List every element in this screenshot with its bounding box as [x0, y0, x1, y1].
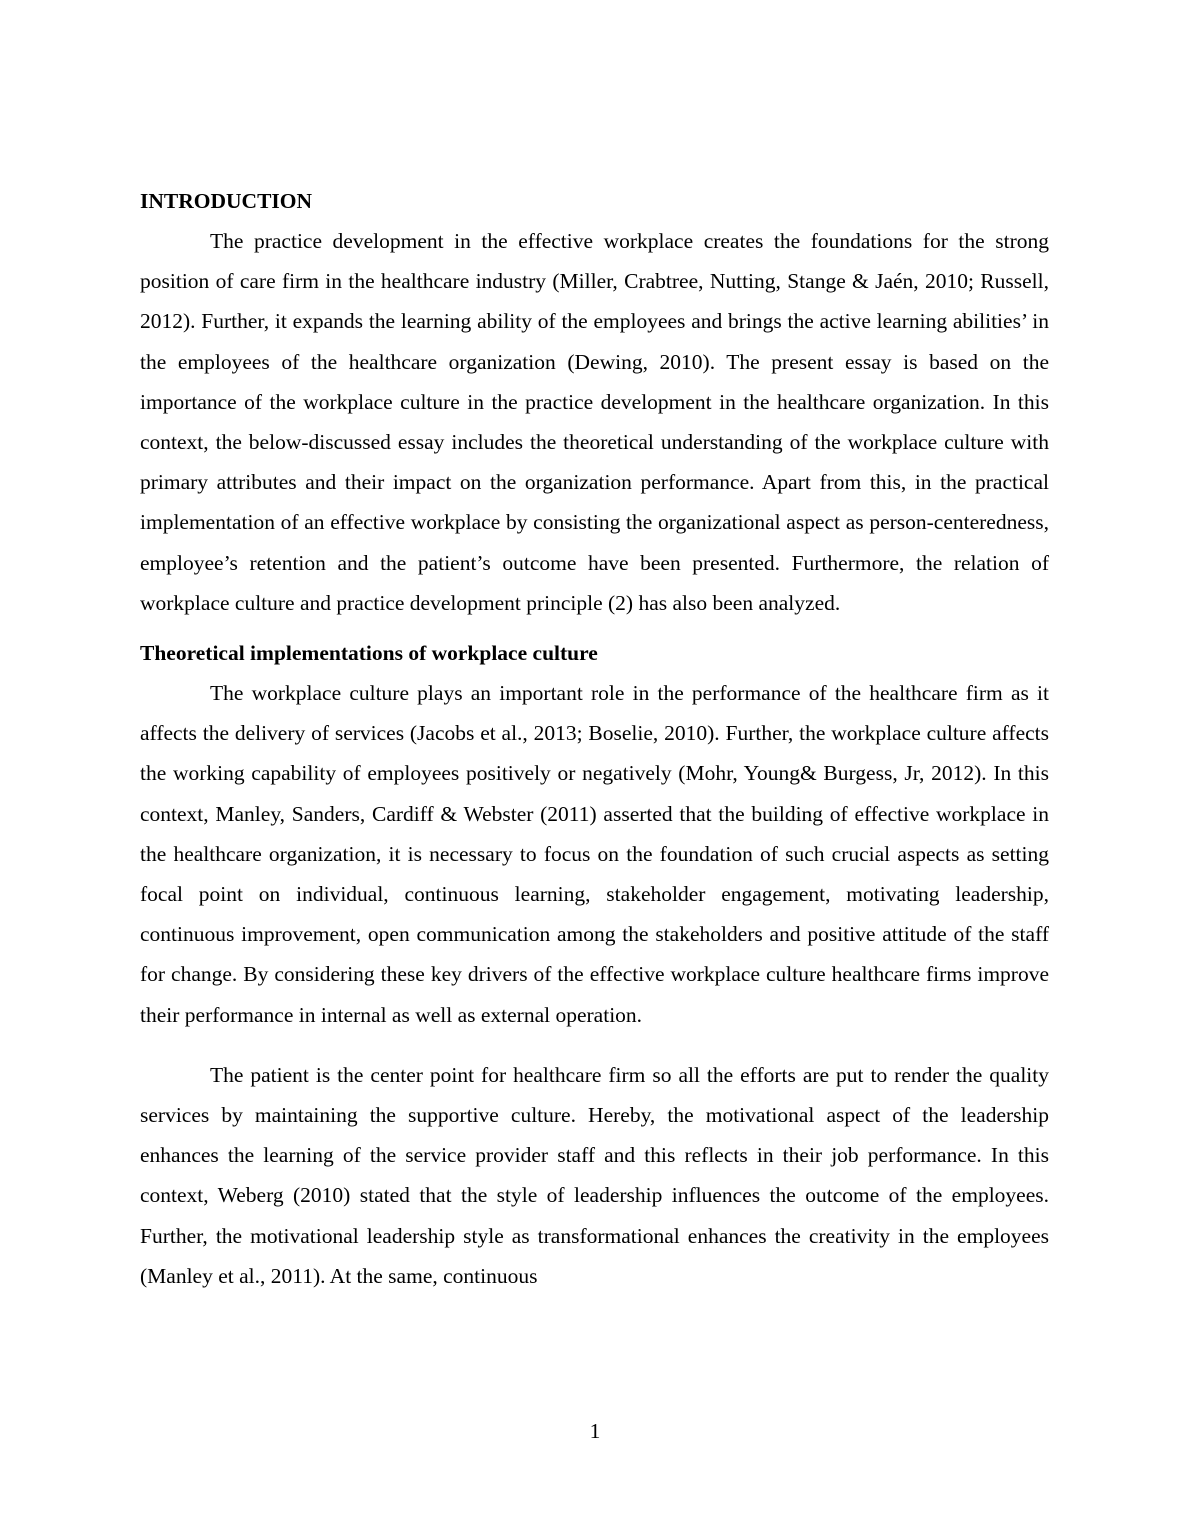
paragraph-patient-center-point: The patient is the center point for healthcare firm so all the efforts are put to render the quality services by maintaining the supportive culture. Hereby, the motivational aspect of the leadership enhances the learning of the service provider staff and this reflects in their job performance. In this context, Weberg (2010) stated that the style of leadership influences the outcome of the employees. Further, the motivational leadership style as transformational enhances the creativity in the employees (Manley et al., 2011). At the same, continuous — [140, 1062, 1049, 1288]
section-heading-introduction: INTRODUCTION — [140, 189, 313, 213]
page-number: 1 — [589, 1419, 601, 1443]
paragraph-workplace-culture-role: The workplace culture plays an important role in the performance of the healthcare firm as it affects the delivery of services (Jacobs et al., 2013; Boselie, 2010). Further, the workplace culture affects the working capability of employees positively or negatively (Mohr, Young& Burgess, Jr, 2012). In this context, Manley, Sanders, Cardiff & Webster (2011) asserted that the building of effective workplace in the healthcare organization, it is necessary to focus on the foundation of such crucial aspects as setting focal point on individual, continuous learning, stakeholder engagement, motivating leadership, continuous improvement, open communication among the stakeholders and positive attitude of the staff for change. By considering these key drivers of the effective workplace culture healthcare firms improve their performance in internal as well as external operation. — [140, 681, 1049, 1027]
paragraph-introduction: The practice development in the effective workplace creates the foundations for the strong position of care firm in the healthcare industry (Miller, Crabtree, Nutting, Stange & Jaén, 2010; Russell, 2012). Further, it expands the learning ability of the employees and brings the active learning abilities’ in the employees of the healthcare organization (Dewing, 2010). The present essay is based on the importance of the workplace culture in the practice development in the healthcare organization. In this context, the below-discussed essay includes the theoretical understanding of the workplace culture with primary attributes and their impact on the organization performance. Apart from this, in the practical implementation of an effective workplace by consisting the organizational aspect as person-centeredness, employee’s retention and the patient’s outcome have been presented. Furthermore, the relation of workplace culture and practice development principle (2) has also been analyzed. — [140, 229, 1049, 615]
section-heading-theoretical-implementations: Theoretical implementations of workplace culture — [140, 641, 598, 666]
page-content — [140, 186, 1049, 1296]
